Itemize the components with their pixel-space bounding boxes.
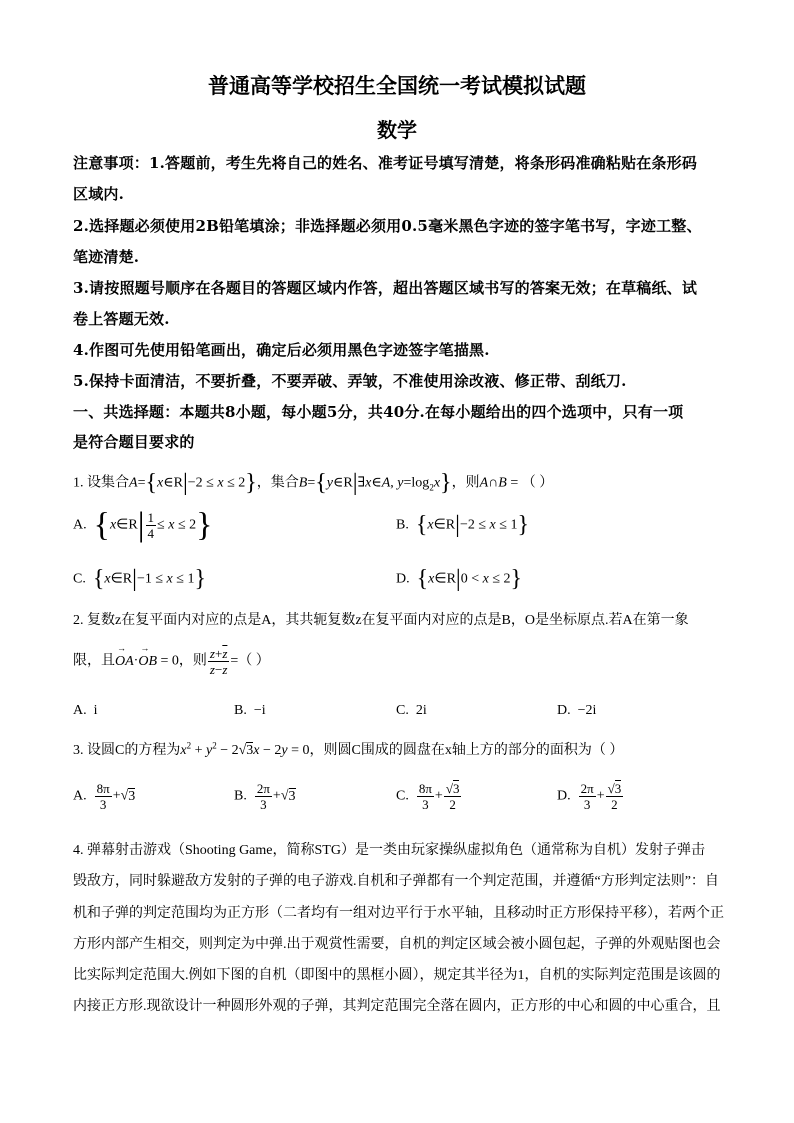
subject-title: 数学	[377, 118, 417, 142]
question-4-line: 方形内部产生相交，则判定为中弹.出于观赏性需要，自机的判定区域会被小圆包起，子弹的外观贴图也会	[73, 937, 721, 952]
note-line: 注意事项：1.答题前，考生先将自己的姓名、准考证号填写清楚，将条形码准确粘贴在条形码	[73, 154, 698, 172]
question-4-line: 毁敌方，同时躲避敌方发射的子弹的电子游戏.自机和子弹都有一个判定范围，并遵循“方形判定法则”：自	[73, 874, 719, 889]
question-1-text: 1. 设集合	[73, 475, 129, 491]
note-line: 2.选择题必须使用2B铅笔填涂；非选择题必须用0.5毫米黑色字迹的签字笔书写，字迹工整、	[73, 217, 702, 235]
question-3-option-d[interactable]: D. $\frac{2\pi}{3}$ + $\frac{√3}{2}$	[557, 781, 622, 812]
section-heading: 是符合题目要求的	[73, 433, 195, 451]
question-1-option-a[interactable]: A. {x∈R| $\frac{1}{4}$ ≤ x ≤ 2}	[73, 506, 213, 544]
question-4-line: 比实际判定范围大.例如下图的自机（即图中的黑框小圆），规定其半径为1，自机的实际判定范围是该圆的	[73, 968, 721, 983]
exam-title: 普通高等学校招生全国统一考试模拟试题	[208, 73, 586, 98]
question-1-text: ，则	[451, 475, 480, 491]
question-3-stem: 3. 设圆C的方程为$x^2 + y^2 - 2√3x - 2y = 0$，则圆C围成的圆盘在x轴上方的部分的面积为（ ）	[73, 740, 624, 758]
question-2-line2: 限，且→ OA·→ OB = 0，则 $\frac{z+\overline{z}}{z-\overline{z}}$ =（ ）	[73, 646, 270, 677]
note-line: 4.作图可先使用铅笔画出，确定后必须用黑色字迹签字笔描黑.	[73, 341, 490, 359]
question-1-text: ，集合	[256, 475, 299, 491]
question-1-option-d[interactable]: D. {x∈R|0 < x ≤ 2}	[396, 566, 523, 592]
note-line: 卷上答题无效.	[73, 310, 170, 328]
question-1-option-c[interactable]: C. {x∈R|−1 ≤ x ≤ 1}	[73, 566, 206, 592]
question-3-option-a[interactable]: A. $\frac{8\pi}{3}$ +√3	[73, 781, 136, 812]
question-3-option-c[interactable]: C. $\frac{8\pi}{3}$ + $\frac{√3}{2}$	[396, 781, 460, 812]
note-line: 3.请按照题号顺序在各题目的答题区域内作答，超出答题区域书写的答案无效；在草稿纸、试	[73, 279, 698, 297]
question-1-stem: 1. 设集合A={x∈R|−2 ≤ x ≤ 2}，集合B={y∈R|∃x∈A, $y=\log_2x$}，则A∩B = （ ）	[73, 470, 554, 496]
question-4-line: 机和子弹的判定范围均为正方形（二者均有一组对边平行于水平轴，且移动时正方形保持平移），若两个正	[73, 906, 724, 921]
question-2-option-d[interactable]: D. −2i	[557, 703, 597, 718]
section-heading: 一、共选择题：本题共8小题，每小题5分，共40分.在每小题给出的四个选项中，只有一项	[73, 403, 684, 421]
question-4-line: 内接正方形.现欲设计一种圆形外观的子弹，其判定范围完全落在圆内，正方形的中心和圆的中心重合，且	[73, 999, 721, 1014]
note-line: 区域内.	[73, 185, 125, 203]
note-line: 笔迹清楚.	[73, 248, 140, 266]
question-2-option-a[interactable]: A. i	[73, 703, 98, 718]
question-3-option-b[interactable]: B. $\frac{2\pi}{3}$ +√3	[234, 781, 296, 812]
question-2-line1: 2. 复数z在复平面内对应的点是A，其共轭复数z在复平面内对应的点是B，O是坐标原点.若A在第一象	[73, 613, 689, 628]
question-1-option-b[interactable]: B. {x∈R|−2 ≤ x ≤ 1}	[396, 512, 529, 538]
note-line: 5.保持卡面清洁，不要折叠，不要弄破、弄皱，不准使用涂改液、修正带、刮纸刀.	[73, 372, 627, 390]
question-1-text: （ ）	[521, 475, 554, 491]
question-4-line: 4. 弹幕射击游戏（Shooting Game，简称STG）是一类由玩家操纵虚拟角色（通常称为自机）发射子弹击	[73, 843, 705, 858]
question-2-option-b[interactable]: B. −i	[234, 703, 266, 718]
question-2-option-c[interactable]: C. 2i	[396, 703, 427, 718]
